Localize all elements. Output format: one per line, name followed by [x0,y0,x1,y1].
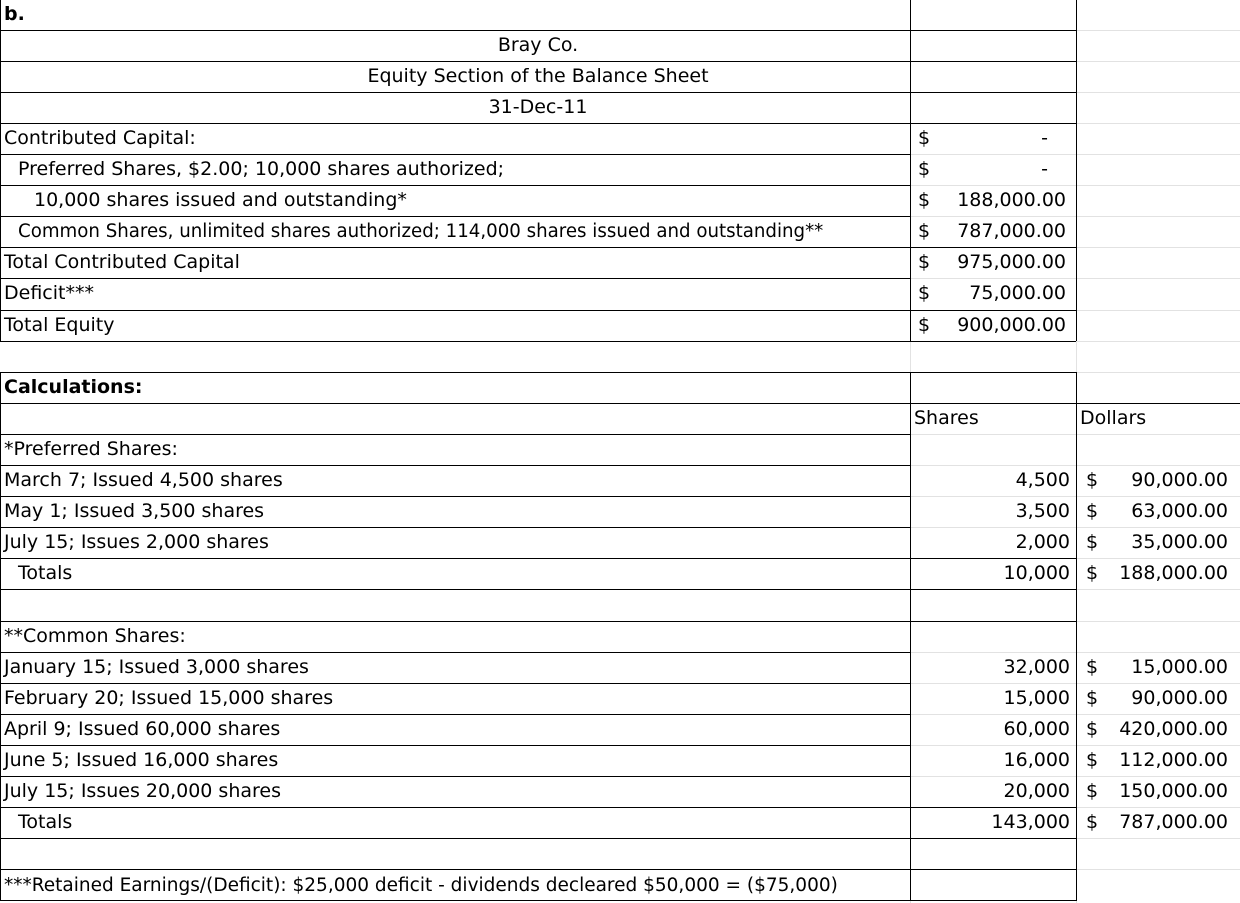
deficit-footnote: ***Retained Earnings/(Deficit): $25,000 deficit - dividends decleared $50,000 = ($75,000) [4,875,838,896]
calc-label: July 15; Issues 20,000 shares [4,780,281,802]
calc-label: April 9; Issued 60,000 shares [4,718,281,740]
calc-label: March 7; Issued 4,500 shares [4,469,283,491]
currency-symbol: $ [918,220,931,242]
part-label: b. [4,3,25,25]
calc-shares: 60,000 [1003,718,1070,740]
calc-shares: 4,500 [1015,469,1070,491]
calc-shares: 16,000 [1003,749,1070,771]
cell-border [0,589,1076,590]
currency-symbol: $ [1086,656,1099,678]
equity-label: Common Shares, unlimited shares authorized; 114,000 shares issued and outstanding** [18,221,824,242]
currency-symbol: $ [918,189,931,211]
cell-border [0,372,1076,373]
currency-symbol: $ [918,282,931,304]
calc-dollars: 90,000.00 [1131,469,1228,491]
calc-dollars: 90,000.00 [1131,687,1228,709]
calc-label: June 5; Issued 16,000 shares [4,749,279,771]
preferred-title: *Preferred Shares: [4,438,178,460]
equity-label: Deficit*** [4,282,94,304]
calc-dollars: 112,000.00 [1119,749,1228,771]
calc-dollars: 150,000.00 [1119,780,1228,802]
cell-border [0,278,910,279]
equity-label: Total Contributed Capital [4,251,240,273]
calc-dollars: 15,000.00 [1131,656,1228,678]
company-name: Bray Co. [497,34,579,56]
currency-symbol: $ [1086,718,1099,740]
equity-amount: - [1041,158,1048,180]
calc-dollars: 35,000.00 [1131,531,1228,553]
equity-label: Preferred Shares, $2.00; 10,000 shares authorized; [18,158,505,180]
equity-amount: 787,000.00 [957,220,1066,242]
calc-shares: 15,000 [1003,687,1070,709]
currency-symbol: $ [1086,811,1099,833]
cell-border [0,403,1240,404]
cell-border [1076,0,1077,341]
calc-label: January 15; Issued 3,000 shares [4,656,309,678]
total-shares: 143,000 [991,811,1070,833]
calc-shares: 3,500 [1015,500,1070,522]
cell-border [0,310,1076,311]
cell-border [0,341,1076,342]
calc-shares: 20,000 [1003,780,1070,802]
currency-symbol: $ [1086,562,1099,584]
currency-symbol: $ [918,251,931,273]
currency-symbol: $ [1086,531,1099,553]
statement-title: Equity Section of the Balance Sheet [367,65,709,87]
column-header-shares: Shares [914,407,979,429]
calculations-title: Calculations: [4,376,143,398]
equity-amount: 900,000.00 [957,314,1066,336]
currency-symbol: $ [1086,780,1099,802]
currency-symbol: $ [1086,749,1099,771]
common-title: **Common Shares: [4,625,186,647]
calc-dollars: 63,000.00 [1131,500,1228,522]
calc-shares: 2,000 [1015,531,1070,553]
totals-label: Totals [18,811,73,833]
calc-shares: 32,000 [1003,656,1070,678]
total-dollars: 188,000.00 [1119,562,1228,584]
equity-amount: 75,000.00 [969,282,1066,304]
totals-label: Totals [18,562,73,584]
equity-amount: 975,000.00 [957,251,1066,273]
cell-border [0,838,1076,839]
currency-symbol: $ [1086,469,1099,491]
calc-dollars: 420,000.00 [1119,718,1228,740]
equity-label: 10,000 shares issued and outstanding* [34,189,407,211]
statement-date: 31-Dec-11 [488,96,588,118]
total-shares: 10,000 [1003,562,1070,584]
currency-symbol: $ [1086,500,1099,522]
currency-symbol: $ [918,314,931,336]
equity-label: Total Equity [4,314,115,336]
total-dollars: 787,000.00 [1119,811,1228,833]
currency-symbol: $ [918,127,931,149]
calc-label: July 15; Issues 2,000 shares [4,531,269,553]
calc-label: May 1; Issued 3,500 shares [4,500,265,522]
cell-border [0,372,1,901]
calc-label: February 20; Issued 15,000 shares [4,687,334,709]
column-header-dollars: Dollars [1080,407,1147,429]
equity-amount: - [1041,127,1048,149]
cell-border [1076,372,1077,901]
currency-symbol: $ [1086,687,1099,709]
equity-amount: 188,000.00 [957,189,1066,211]
currency-symbol: $ [918,158,931,180]
equity-label: Contributed Capital: [4,127,196,149]
